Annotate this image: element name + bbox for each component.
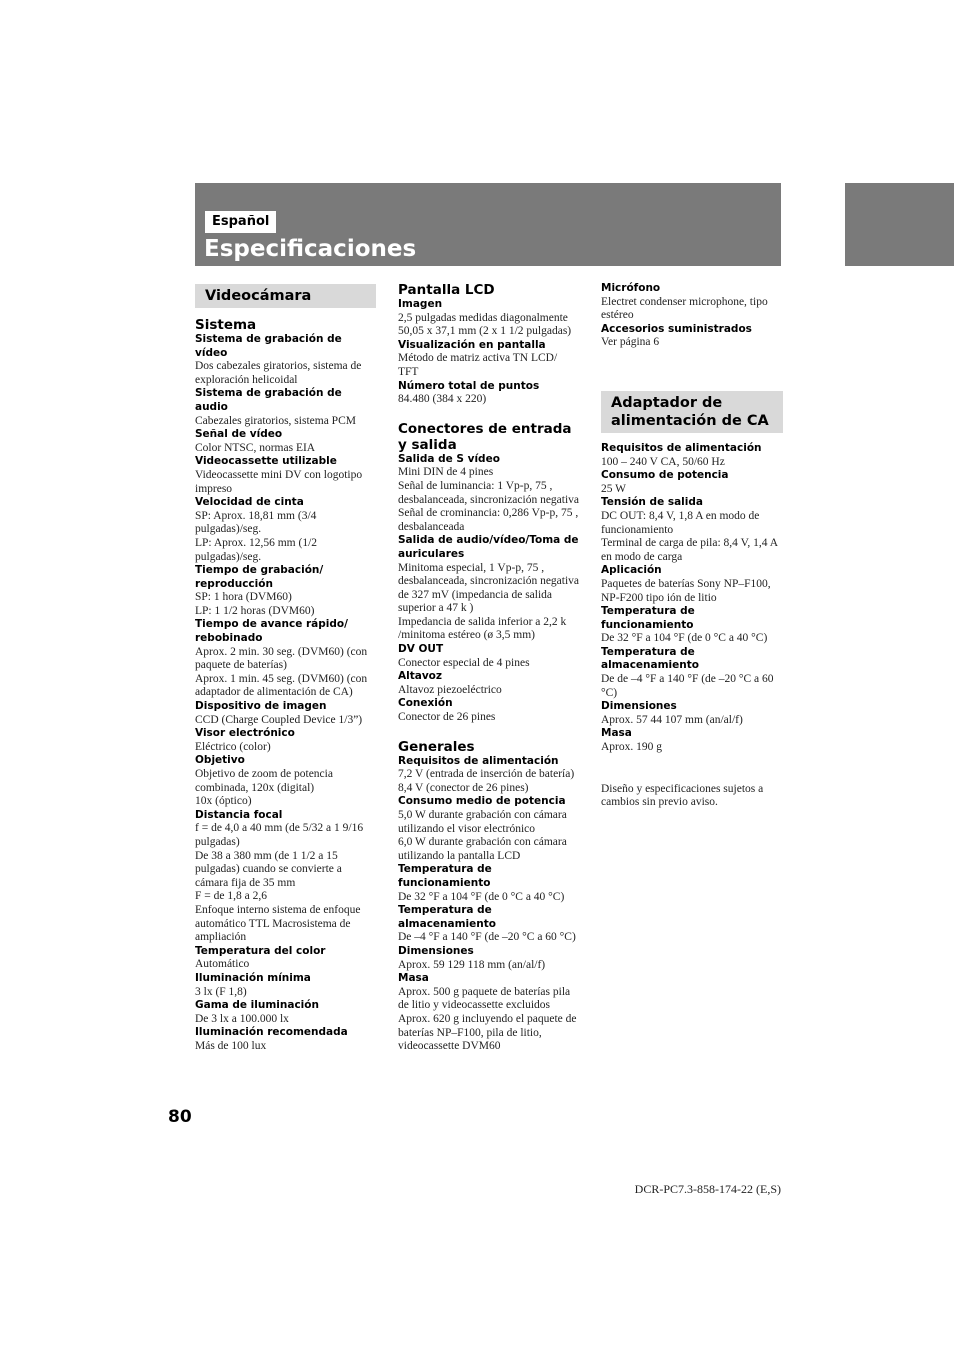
spec-value: Conector de 26 pines [398,711,496,724]
spec-value: f = de 4,0 a 40 mm (de 5/32 a 1 9/16 pulgadas) De 38 a 380 mm (de 1 1/2 a 15 pulgadas) cuando se convierte a cámara fija de 35 mm F = de 1,8 a 2,6 Enfoque interno sistema de enfoque automático TTL Macrosistema de ampliación [195,822,364,944]
spec-value: De 3 lx a 100.000 lx [195,1012,289,1025]
section-heading-conectores: Conectores de entrada y salida [398,420,572,453]
spec-label: Altavoz [398,670,442,683]
spec-value: 84.480 (384 x 220) [398,393,487,406]
spec-label: Velocidad de cinta [195,496,304,509]
spec-label: Accesorios suministrados [601,322,752,335]
spec-value: De –4 °F a 140 °F (de –20 °C a 60 °C) [398,931,576,944]
spec-label: Objetivo [195,754,245,767]
spec-label: Requisitos de alimentación [398,754,559,767]
spec-value: Dos cabezales giratorios, sistema de exploración helicoidal [195,360,362,386]
spec-value: Videocassette mini DV con logotipo impreso [195,468,363,495]
spec-value: DC OUT: 8,4 V, 1,8 A en modo de funcionamiento Terminal de carga de pila: 8,4 V, 1,4 A en modo de carga [601,509,778,563]
spec-list-conectores [398,453,580,725]
spec-value: Electret condenser microphone, tipo estéreo [601,295,768,322]
spec-value: Objetivo de zoom de potencia combinada, 120x (digital) 10x (óptico) [195,768,333,808]
spec-value: Paquetes de baterías Sony NP–F100, NP-F200 tipo ión de litio [601,577,771,604]
spec-label: Masa [398,972,429,985]
section-heading-videocamara: Videocámara [195,284,376,308]
spec-label: Número total de puntos [398,379,540,392]
spec-value: Automático [195,958,250,971]
spec-label: Tensión de salida [601,496,703,509]
spec-value: Eléctrico (color) [195,740,271,753]
spec-label: Tiempo de grabación/ reproducción [195,564,324,590]
spec-label: Distancia focal [195,808,283,821]
spec-label: Requisitos de alimentación [601,441,762,454]
adaptador-heading-line1: Adaptador de [611,394,723,411]
spec-value: Minitoma especial, 1 Vp-p, 75 , desbalanceada, sincronización negativa de 327 mV (impedancia de salida superior a 47 k ) Impedancia de salida inferior a 2,2 k /minitoma estéreo (ø 3,5 mm) [398,561,580,642]
spec-label: Temperatura del color [195,944,326,957]
spec-label: Temperatura de almacenamiento [398,904,496,930]
spec-label: Temperatura de almacenamiento [601,645,699,672]
spec-label: Sistema de grabación de vídeo [195,333,342,359]
column-center [398,282,580,1054]
spec-value: Aprox. 2 min. 30 seg. (DVM60) (con paquete de baterías) Aprox. 1 min. 45 seg. (DVM60) (con adaptador de alimentación de CA) [195,645,368,699]
column-videocamara [195,282,377,1053]
section-heading-adaptador [601,391,783,433]
spec-value: 2,5 pulgadas medidas diagonalmente 50,05 x 37,1 mm (2 x 1 1/2 pulgadas) [398,311,572,338]
spec-label: Masa [601,727,632,740]
spec-label: Temperatura de funcionamiento [601,605,695,631]
subsection-heading-sistema: Sistema [195,317,257,333]
spec-label: Dimensiones [601,700,677,713]
spec-value: Color NTSC, normas EIA [195,441,316,454]
spec-label: Aplicación [601,564,662,577]
spec-value: 25 W [601,482,627,495]
spec-value: SP: 1 hora (DVM60) LP: 1 1/2 horas (DVM60) [195,591,315,617]
spec-value: Aprox. 57 44 107 mm (an/al/f) [601,713,743,726]
spec-label: Imagen [398,298,443,310]
spec-label: Temperatura de funcionamiento [398,863,492,889]
spec-label: Señal de vídeo [195,428,283,441]
section-heading-generales: Generales [398,738,475,755]
spec-value: Ver página 6 [601,336,660,349]
section-side-tab [845,183,954,266]
spec-list-sistema [195,333,377,1053]
spec-label: Iluminación recomendada [195,1026,348,1039]
spec-value: Aprox. 190 g [601,741,663,754]
language-label: Español [205,211,276,233]
spec-value: De 32 °F a 104 °F (de 0 °C a 40 °C) [601,632,768,645]
disclaimer-note: Diseño y especificaciones sujetos a cambios sin previo aviso. [601,782,764,809]
spec-value: Aprox. 59 129 118 mm (an/al/f) [398,958,546,971]
spec-value: 7,2 V (entrada de inserción de batería) 8,4 V (conector de 26 pines) [398,768,575,794]
spec-label: Tiempo de avance rápido/ rebobinado [195,618,348,645]
spec-list-adaptador [601,442,783,755]
column-right [601,282,783,810]
adaptador-heading-line2: alimentación de CA [611,412,769,429]
spec-label: Salida de S vídeo [398,452,500,465]
spec-label: DV OUT [398,643,444,656]
spec-value: 3 lx (F 1,8) [195,985,247,998]
section-heading-pantalla-lcd: Pantalla LCD [398,282,495,298]
spec-label: Iluminación mínima [195,971,311,984]
spec-label: Consumo de potencia [601,469,729,482]
spec-label: Dispositivo de imagen [195,700,327,713]
spec-value: De 32 °F a 104 °F (de 0 °C a 40 °C) [398,890,565,903]
spec-value: De de –4 °F a 140 °F (de –20 °C a 60 °C) [601,673,774,699]
spec-label: Dimensiones [398,944,474,957]
page-title: Especificaciones [204,236,417,262]
spec-value: 100 – 240 V CA, 50/60 Hz [601,455,725,468]
spec-label: Consumo medio de potencia [398,795,566,808]
spec-label: Micrófono [601,282,661,294]
spec-list-pantalla-lcd [398,298,580,407]
spec-value: Mini DIN de 4 pines Señal de luminancia: 1 Vp-p, 75 , desbalanceada, sincronización negativa Señal de crominancia: 0,286 Vp-p, 75 , desbalanceada [398,466,580,533]
spec-value: CCD (Charge Coupled Device 1/3”) [195,713,363,726]
spec-label: Sistema de grabación de audio [195,387,342,413]
spec-value: Altavoz piezoeléctrico [398,683,502,696]
spec-value: SP: Aprox. 18,81 mm (3/4 pulgadas)/seg. LP: Aprox. 12,56 mm (1/2 pulgadas)/seg. [195,509,318,563]
spec-label: Salida de audio/vídeo/Toma de auriculares [398,534,579,560]
spec-value: Cabezales giratorios, sistema PCM [195,414,356,427]
spec-value: 5,0 W durante grabación con cámara utilizando el visor electrónico 6,0 W durante grabación con cámara utilizando la pantalla LCD [398,809,567,862]
spec-label: Videocassette utilizable [195,455,337,468]
spec-value: Método de matriz activa TN LCD/ TFT [398,352,558,378]
page-number: 80 [168,1107,192,1127]
spec-value: Más de 100 lux [195,1039,267,1052]
spec-value: Conector especial de 4 pines [398,656,530,669]
document-code: DCR-PC7.3-858-174-22 (E,S) [634,1182,781,1196]
spec-label: Conexión [398,697,453,710]
spec-label: Visualización en pantalla [398,338,546,351]
spec-value: Aprox. 500 g paquete de baterías pila de litio y videocassette excluidos Aprox. 620 g incluyendo el paquete de baterías NP–F100, pila de litio, videocassette DVM60 [398,985,577,1053]
spec-label: Visor electrónico [195,727,295,740]
spec-list-extras [601,282,783,350]
spec-label: Gama de iluminación [195,999,319,1012]
spec-list-generales [398,755,580,1054]
